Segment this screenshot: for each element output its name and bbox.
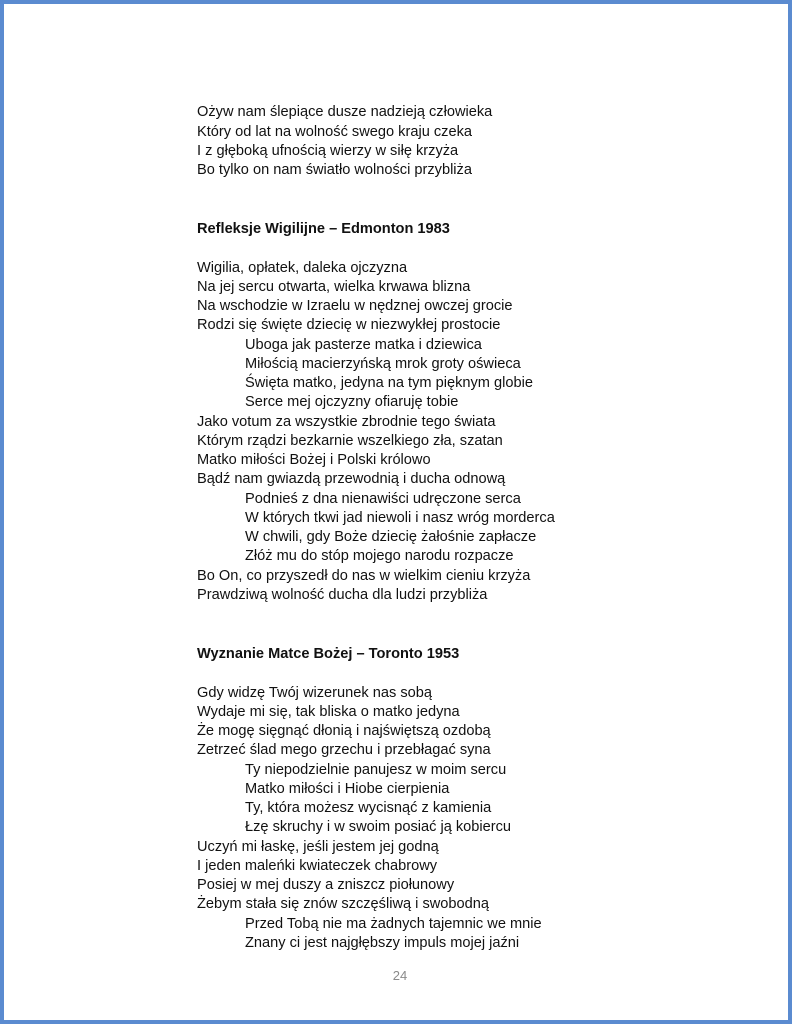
poem-line-indented: Matko miłości i Hiobe cierpienia [245,781,450,797]
poem-line-indented: Uboga jak pasterze matka i dziewica [245,337,482,353]
poem-line-indented: Miłością macierzyńską mrok groty oświeca [245,356,521,372]
poem-line: Posiej w mej duszy a zniszcz piołunowy [197,877,455,893]
poem-line: Że mogę sięgnąć dłonią i najświętszą ozdobą [197,723,491,739]
poem-line-indented: Święta matko, jedyna na tym pięknym globie [245,375,533,391]
poem-title: Wyznanie Matce Bożej – Toronto 1953 [197,646,460,662]
poem-line: Matko miłości Bożej i Polski królowo [197,452,431,468]
poem-line: Na jej sercu otwarta, wielka krwawa blizna [197,279,471,295]
poem-line-indented: Złóż mu do stóp mojego narodu rozpacze [245,548,514,564]
poem-line: Ożyw nam ślepiące dusze nadzieją człowieka [197,104,493,120]
poem-line: Wigilia, opłatek, daleka ojczyzna [197,260,408,276]
poem-line: I jeden maleńki kwiateczek chabrowy [197,858,438,874]
poem-line: Którym rządzi bezkarnie wszelkiego zła, szatan [197,433,503,449]
poem-line: Żebym stała się znów szczęśliwą i swobodną [197,896,489,912]
poem-line-indented: Łzę skruchy i w swoim posiać ją kobiercu [245,819,512,835]
poem-line-indented: Znany ci jest najgłębszy impuls mojej jaźni [245,935,520,951]
poem-line: Jako votum za wszystkie zbrodnie tego świata [197,414,496,430]
poem-line: Bo tylko on nam światło wolności przybliża [197,162,472,178]
poem-line: Wydaje mi się, tak bliska o matko jedyna [197,704,460,720]
poem-line-indented: Podnieś z dna nienawiści udręczone serca [245,491,521,507]
poem-line-indented: W których tkwi jad niewoli i nasz wróg morderca [245,510,555,526]
poem-line: Który od lat na wolność swego kraju czeka [197,124,472,140]
poem-line-indented: Serce mej ojczyzny ofiaruję tobie [245,394,459,410]
poem-line: Rodzi się święte dziecię w niezwykłej prostocie [197,317,501,333]
poem-line-indented: W chwili, gdy Boże dziecię żałośnie zapłacze [245,529,537,545]
poem-line: I z głęboką ufnością wierzy w siłę krzyża [197,143,459,159]
poem-title: Refleksje Wigilijne – Edmonton 1983 [197,221,450,237]
poem-line: Gdy widzę Twój wizerunek nas sobą [197,685,432,701]
poem-line: Na wschodzie w Izraelu w nędznej owczej grocie [197,298,513,314]
poem-line-indented: Ty, która możesz wycisnąć z kamienia [245,800,492,816]
poem-line: Bądź nam gwiazdą przewodnią i ducha odnową [197,471,506,487]
poem-line-indented: Ty niepodzielnie panujesz w moim sercu [245,762,507,778]
poem-line: Uczyń mi łaskę, jeśli jestem jej godną [197,839,439,855]
poem-line: Zetrzeć ślad mego grzechu i przebłagać syna [197,742,491,758]
poem-line: Bo On, co przyszedł do nas w wielkim cieniu krzyża [197,568,531,584]
poem-line-indented: Przed Tobą nie ma żadnych tajemnic we mnie [245,916,542,932]
page-number: 24 [392,968,408,983]
poem-line: Prawdziwą wolność ducha dla ludzi przybliża [197,587,488,603]
